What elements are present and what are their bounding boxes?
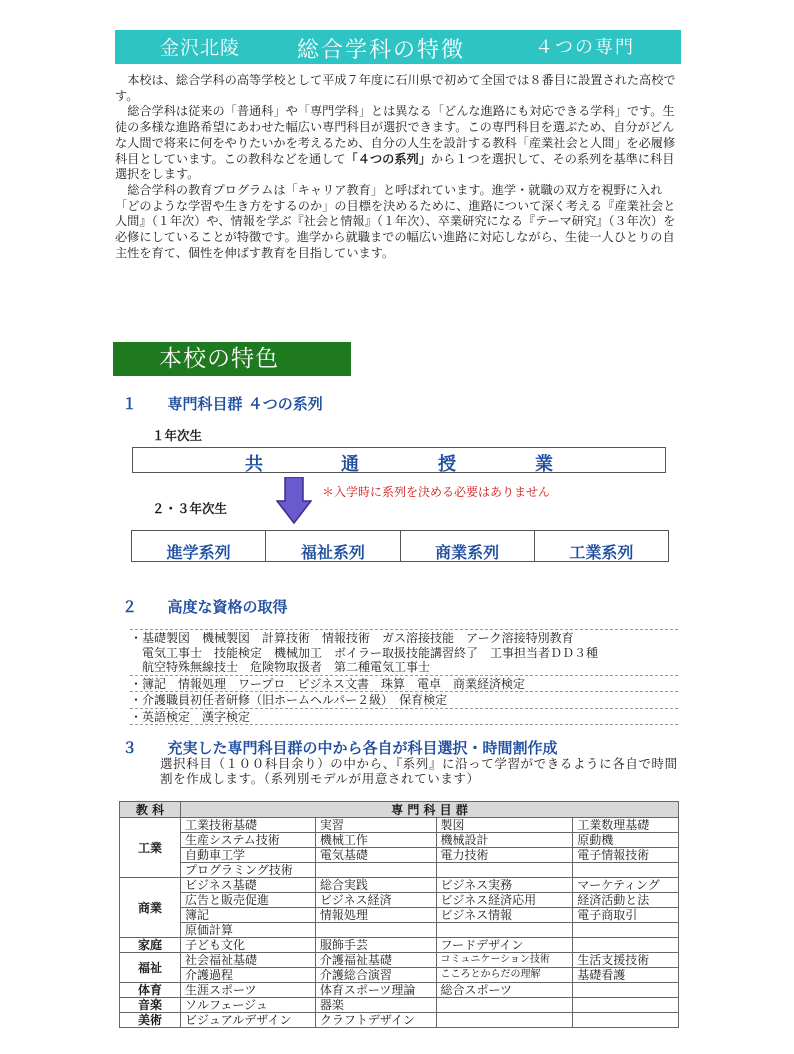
subject-cell [436, 998, 573, 1013]
subject-cell: 器楽 [315, 998, 436, 1013]
subject-cell: 原動機 [573, 833, 679, 848]
subject-cell: ビジネス経済 [315, 893, 436, 908]
subject-cell: ソルフェージュ [181, 998, 316, 1013]
subject-cell [315, 863, 436, 878]
subject-cell: マーケティング [573, 878, 679, 893]
subject-cell: 社会福祉基礎 [181, 953, 316, 968]
subject-cell: 簿記 [181, 908, 316, 923]
subject-cell [436, 923, 573, 938]
series-note: ＊入学時に系列を決める必要はありません [322, 485, 551, 499]
section-1-number: １ [122, 395, 138, 413]
subject-cell: 介護総合演習 [315, 968, 436, 983]
table-row [120, 938, 679, 953]
qualification-item: ・基礎製図 機械製図 計算技術 情報技術 ガス溶接技能 アーク溶接特別教育 [130, 629, 678, 646]
table-row [120, 953, 679, 968]
category-cell: 福祉 [120, 953, 181, 983]
table-row [120, 893, 679, 908]
series-commerce: 商業系列 [401, 531, 535, 561]
subject-cell [436, 1013, 573, 1028]
subject-cell: クラフトデザイン [315, 1013, 436, 1028]
series-row [131, 530, 669, 562]
table-head-subjects: 専 門 科 目 群 [181, 802, 679, 818]
series-industry: 工業系列 [569, 543, 634, 561]
subject-cell: 介護福祉基礎 [315, 953, 436, 968]
subject-cell: 機械工作 [315, 833, 436, 848]
subject-cell: ビジネス情報 [436, 908, 573, 923]
common-char-3: 授 [438, 454, 456, 475]
section-2-number: ２ [122, 598, 138, 616]
subject-cell [315, 923, 436, 938]
subject-cell [573, 863, 679, 878]
down-arrow-icon [276, 477, 312, 525]
common-char-4: 業 [535, 454, 553, 475]
qualification-item: 電気工事士 技能検定 機械加工 ボイラー取扱技能講習終了 工事担当者ＤＤ３種 [142, 645, 599, 660]
qualification-item: ・英語検定 漢字検定 [130, 708, 678, 726]
subject-cell: ビジネス経済応用 [436, 893, 573, 908]
table-row [120, 923, 679, 938]
subject-cell: コミュニケーション技術 [436, 953, 573, 968]
table-row [120, 818, 679, 833]
page-title: 総合学科の特徴 [297, 38, 466, 63]
subject-cell: 広告と販売促進 [181, 893, 316, 908]
subject-cell: 情報処理 [315, 908, 436, 923]
subject-cell: 生活支援技術 [573, 953, 679, 968]
subject-cell [573, 1013, 679, 1028]
table-row [120, 998, 679, 1013]
section-3-text: 選択科目（１００科目余り）の中から、『系列』に沿って学習ができるように各自で時間割を作成します。（系列別モデルが用意されています） [160, 756, 678, 786]
subject-cell [573, 938, 679, 953]
four-series-emphasis: 「４つの系列」 [345, 151, 431, 166]
category-cell: 音楽 [120, 998, 181, 1013]
table-row [120, 833, 679, 848]
subject-cell: 製図 [436, 818, 573, 833]
subject-cell: 電力技術 [436, 848, 573, 863]
subject-cell: こころとからだの理解 [436, 968, 573, 983]
series-welfare: 福祉系列 [266, 531, 400, 561]
category-cell: 工業 [120, 818, 181, 878]
subject-table [119, 801, 679, 1028]
table-head-category: 教 科 [120, 802, 181, 818]
subject-cell: 原価計算 [181, 923, 316, 938]
table-row [120, 968, 679, 983]
subject-cell: 介護過程 [181, 968, 316, 983]
section-1-title: 専門科目群 ４つの系列 [167, 395, 323, 413]
section-3-heading [122, 737, 558, 758]
category-cell: 商業 [120, 878, 181, 938]
subject-cell: 子ども文化 [181, 938, 316, 953]
subject-cell: 生涯スポーツ [181, 983, 316, 998]
school-name: 金沢北陵 [160, 37, 241, 59]
subject-cell: 工業技術基礎 [181, 818, 316, 833]
table-row [120, 1013, 679, 1028]
subject-cell: 生産システム技術 [181, 833, 316, 848]
qualification-item: 航空特殊無線技士 危険物取扱者 第二種電気工事士 [142, 660, 431, 674]
common-classes-box [132, 447, 666, 473]
subject-cell [573, 983, 679, 998]
subject-cell: 実習 [315, 818, 436, 833]
category-cell: 体育 [120, 983, 181, 998]
subject-cell [573, 923, 679, 938]
subject-cell [436, 863, 573, 878]
section-3-number: ３ [122, 739, 138, 757]
qualification-list [130, 629, 678, 725]
table-row [120, 848, 679, 863]
subject-cell: プログラミング技術 [181, 863, 316, 878]
subject-cell: 総合スポーツ [436, 983, 573, 998]
category-cell: 美術 [120, 1013, 181, 1028]
intro-paragraph-2: 総合学科は従来の「普通科」や「専門学科」とは異なる「どんな進路にも対応できる学科」です。生徒の多様な進路希望にあわせた幅広い専門科目が選択できます。この専門科目を選ぶため、自分がどんな人間で将来に何をやりたいかを考えるため、自分の人生を設計する教科「産業社会と人間」を必履修科目としています。この教科などを通して「４つの系列」から１つを選択して、その系列を基準に科目選択をします。 [115, 104, 676, 182]
subject-cell: 基礎看護 [573, 968, 679, 983]
subject-cell: 機械設計 [436, 833, 573, 848]
year1-label: １年次生 [152, 428, 203, 443]
subject-cell: 総合実践 [315, 878, 436, 893]
table-row [120, 863, 679, 878]
subject-cell: 経済活動と法 [573, 893, 679, 908]
section-2-heading [122, 596, 288, 617]
subject-cell: フードデザイン [436, 938, 573, 953]
common-char-2: 通 [341, 454, 359, 475]
page-subtitle: ４つの専門 [535, 37, 635, 58]
subject-cell: 電子情報技術 [573, 848, 679, 863]
subject-cell: 自動車工学 [181, 848, 316, 863]
subject-cell: ビジネス実務 [436, 878, 573, 893]
table-row [120, 908, 679, 923]
qualification-item: ・介護職員初任者研修（旧ホームヘルパー２級） 保育検定 [130, 691, 678, 708]
subject-cell: ビジュアルデザイン [181, 1013, 316, 1028]
table-header-row [120, 802, 679, 818]
subject-cell: ビジネス基礎 [181, 878, 316, 893]
qualification-item: ・簿記 情報処理 ワープロ ビジネス文書 珠算 電卓 商業経済検定 [130, 675, 678, 692]
table-row [120, 983, 679, 998]
subject-cell: 電気基礎 [315, 848, 436, 863]
common-char-1: 共 [245, 454, 263, 475]
table-row [120, 878, 679, 893]
intro-text [115, 73, 681, 261]
section-3-title: 充実した専門科目群の中から各自が科目選択・時間割作成 [167, 739, 558, 757]
subject-cell: 体育スポーツ理論 [315, 983, 436, 998]
year23-label: ２・３年次生 [152, 501, 228, 516]
subject-cell: 電子商取引 [573, 908, 679, 923]
top-banner [115, 30, 681, 64]
intro-paragraph-3: 総合学科の教育プログラムは「キャリア教育」と呼ばれています。進学・就職の双方を視野に入れ「どのような学習や生き方をするのか」の目標を決めるために、進路について深く考える『産業社会と人間』（１年次）や、情報を学ぶ『社会と情報』（１年次）、卒業研究になる『テーマ研究』（３年次）を必修にしていることが特徴です。進学から就職までの幅広い進路に対応しながら、生徒一人ひとりの自主性を育て、個性を伸ばす教育を目指しています。 [115, 182, 676, 260]
section-2-title: 高度な資格の取得 [167, 598, 288, 616]
section-1-heading [122, 393, 323, 414]
subject-cell: 服飾手芸 [315, 938, 436, 953]
series-advancement: 進学系列 [132, 531, 266, 561]
intro-paragraph-1: 本校は、総合学科の高等学校として平成７年度に石川県で初めて全国では８番目に設置された高校です。 [115, 73, 676, 103]
features-banner: 本校の特色 [113, 342, 351, 376]
category-cell: 家庭 [120, 938, 181, 953]
subject-cell: 工業数理基礎 [573, 818, 679, 833]
subject-cell [573, 998, 679, 1013]
